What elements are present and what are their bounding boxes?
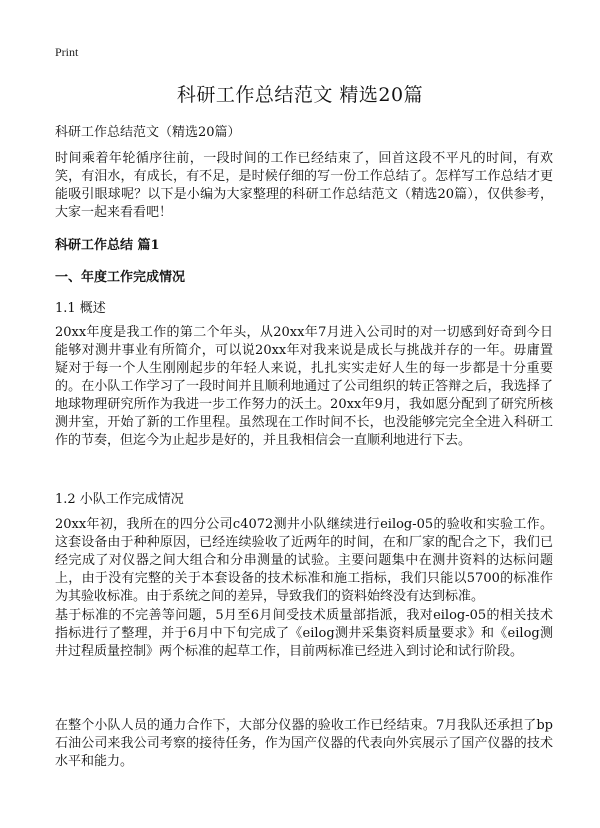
- subsection-heading-overview: 1.1 概述: [55, 301, 106, 316]
- intro-paragraph: 时间乘着年轮循序往前，一段时间的工作已经结束了，回首这段不平凡的时间，有欢笑，有泪水，有成长，有不足，是时候仔细的写一份工作总结了。怎样写工作总结才更能吸引眼球呢？以下是小编为大家整理的科研工作总结范文（精选20篇），仅供参考，大家一起来看看吧！: [55, 151, 553, 220]
- team-work-paragraph-2: 基于标准的不完善等问题，5月至6月间受技术质量部指派，我对eilog-05的相关技术指标进行了整理，并于6月中下旬完成了《eilog测井采集资料质量要求》和《eilog测井过程质量控制》两个标准的起草工作，目前两标准已经进入到讨论和试行阶段。: [55, 608, 553, 659]
- section-heading: 一、年度工作完成情况: [55, 270, 186, 285]
- team-work-paragraph-1: 20xx年初，我所在的四分公司c4072测井小队继续进行eilog-05的验收和实验工作。这套设备由于种种原因，已经连续验收了近两年的时间，在和厂家的配合之下，我们已经完成了对仪器之间大组合和分串测量的试验。主要问题集中在测井资料的达标问题上，由于没有完整的关于本套设备的技术标准和施工指标，我们只能以5700的标准作为其验收标准。由于系统之间的差异，导致我们的资料始终没有达到标准。: [55, 517, 553, 604]
- document-title: 科研工作总结范文 精选20篇: [176, 84, 424, 106]
- print-label: Print: [55, 45, 79, 59]
- article-heading: 科研工作总结 篇1: [55, 238, 160, 253]
- subsection-heading-team-work: 1.2 小队工作完成情况: [55, 492, 184, 507]
- team-work-paragraph-3: 在整个小队人员的通力合作下，大部分仪器的验收工作已经结束。7月我队还承担了bp石油公司来我公司考察的接待任务，作为国产仪器的代表向外宾展示了国产仪器的技术水平和能力。: [55, 718, 553, 769]
- overview-paragraph: 20xx年度是我工作的第二个年头，从20xx年7月进入公司时的对一切感到好奇到今日能够对测井事业有所简介，可以说20xx年对我来说是成长与挑战并存的一年。毋庸置疑对于每一个人生刚刚起步的年轻人来说，扎扎实实走好人生的每一步都是十分重要的。在小队工作学习了一段时间并且顺利地通过了公司组织的转正答辩之后，我选择了地球物理研究所作为我进一步工作努力的沃土。20xx年9月，我如愿分配到了研究所核测井室，开始了新的工作里程。虽然现在工作时间不长，也没能够完完全全进入科研工作的节奏，但迄今为止起步是好的，并且我相信会一直顺利地进行下去。: [55, 325, 553, 448]
- document-subtitle: 科研工作总结范文（精选20篇）: [55, 125, 241, 140]
